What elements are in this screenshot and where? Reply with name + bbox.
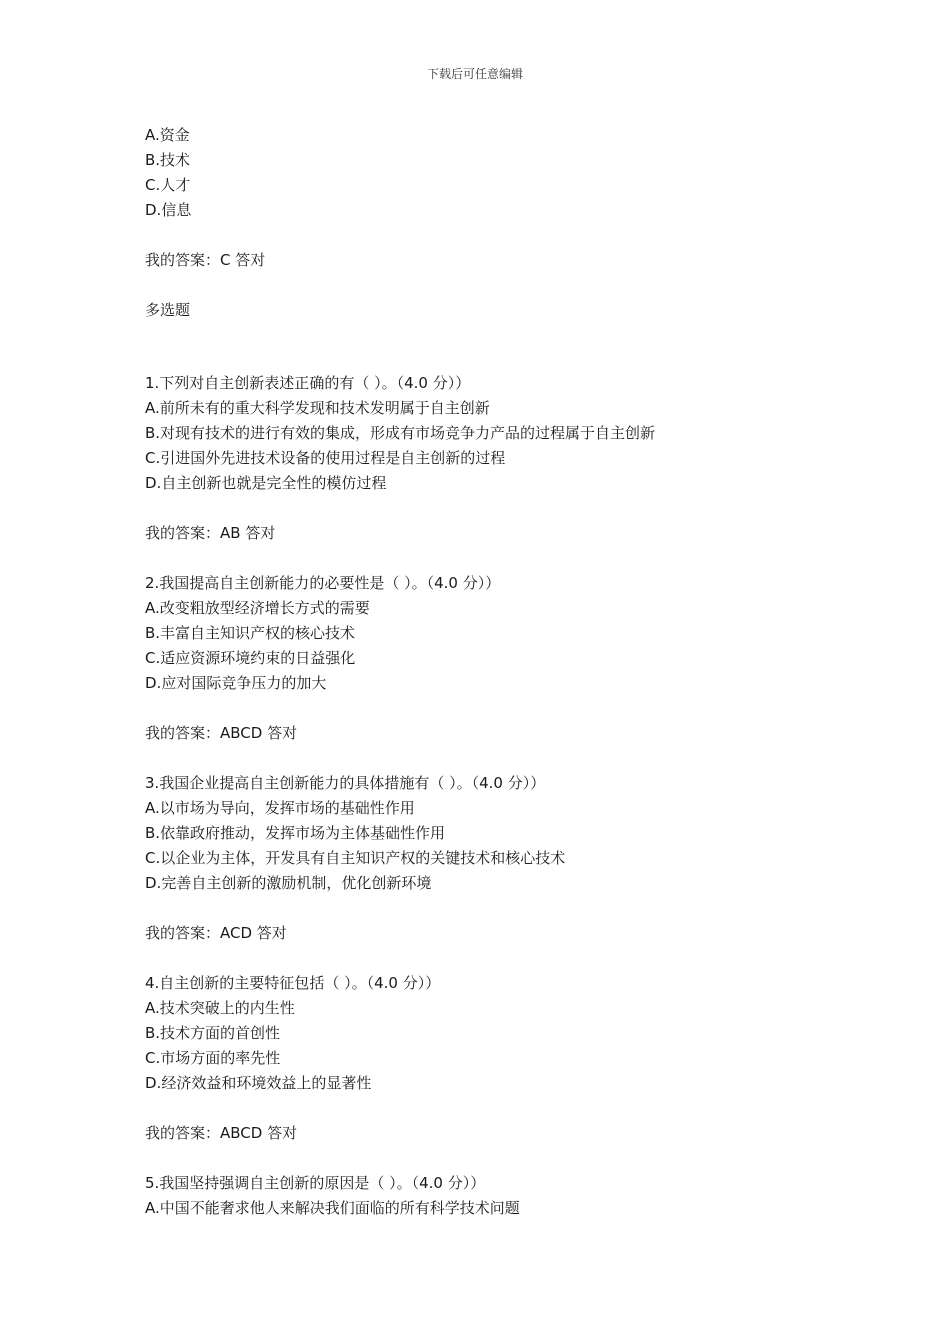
document-body xyxy=(145,123,845,1221)
option-line: D.信息 xyxy=(145,201,192,219)
option-line: C.以企业为主体，开发具有自主知识产权的关键技术和核心技术 xyxy=(145,849,566,867)
page-header: 下载后可任意编辑 xyxy=(426,67,523,81)
option-line: A.中国不能奢求他人来解决我们面临的所有科学技术问题 xyxy=(145,1199,520,1217)
option-line: A.资金 xyxy=(145,126,190,144)
option-line: A.技术突破上的内生性 xyxy=(145,999,295,1017)
answer-line: 我的答案：ABCD 答对 xyxy=(145,1124,298,1142)
option-line: C.引进国外先进技术设备的使用过程是自主创新的过程 xyxy=(145,449,506,467)
answer-line: 我的答案：C 答对 xyxy=(145,251,266,269)
option-line: B.丰富自主知识产权的核心技术 xyxy=(145,624,356,642)
option-line: B.依靠政府推动，发挥市场为主体基础性作用 xyxy=(145,824,446,842)
option-line: D.完善自主创新的激励机制，优化创新环境 xyxy=(145,874,432,892)
question-stem: 4.自主创新的主要特征包括（ ）。（4.0 分）） xyxy=(145,974,441,992)
option-line: B.技术方面的首创性 xyxy=(145,1024,281,1042)
question-stem: 2.我国提高自主创新能力的必要性是（ ）。（4.0 分）） xyxy=(145,574,501,592)
answer-line: 我的答案：AB 答对 xyxy=(145,524,276,542)
option-line: D.经济效益和环境效益上的显著性 xyxy=(145,1074,372,1092)
answer-line: 我的答案：ACD 答对 xyxy=(145,924,287,942)
answer-line: 我的答案：ABCD 答对 xyxy=(145,724,298,742)
option-line: B.技术 xyxy=(145,151,191,169)
question-stem: 3.我国企业提高自主创新能力的具体措施有（ ）。（4.0 分）） xyxy=(145,774,546,792)
option-line: A.改变粗放型经济增长方式的需要 xyxy=(145,599,370,617)
option-line: D.应对国际竞争压力的加大 xyxy=(145,674,327,692)
option-line: D.自主创新也就是完全性的模仿过程 xyxy=(145,474,387,492)
option-line: C.人才 xyxy=(145,176,191,194)
option-line: A.前所未有的重大科学发现和技术发明属于自主创新 xyxy=(145,399,490,417)
option-line: B.对现有技术的进行有效的集成，形成有市场竞争力产品的过程属于自主创新 xyxy=(145,424,656,442)
question-stem: 5.我国坚持强调自主创新的原因是（ ）。（4.0 分）） xyxy=(145,1174,486,1192)
option-line: A.以市场为导向，发挥市场的基础性作用 xyxy=(145,799,415,817)
option-line: C.市场方面的率先性 xyxy=(145,1049,281,1067)
question-stem: 1.下列对自主创新表述正确的有（ ）。（4.0 分）） xyxy=(145,374,471,392)
section-title: 多选题 xyxy=(145,301,191,319)
option-line: C.适应资源环境约束的日益强化 xyxy=(145,649,356,667)
